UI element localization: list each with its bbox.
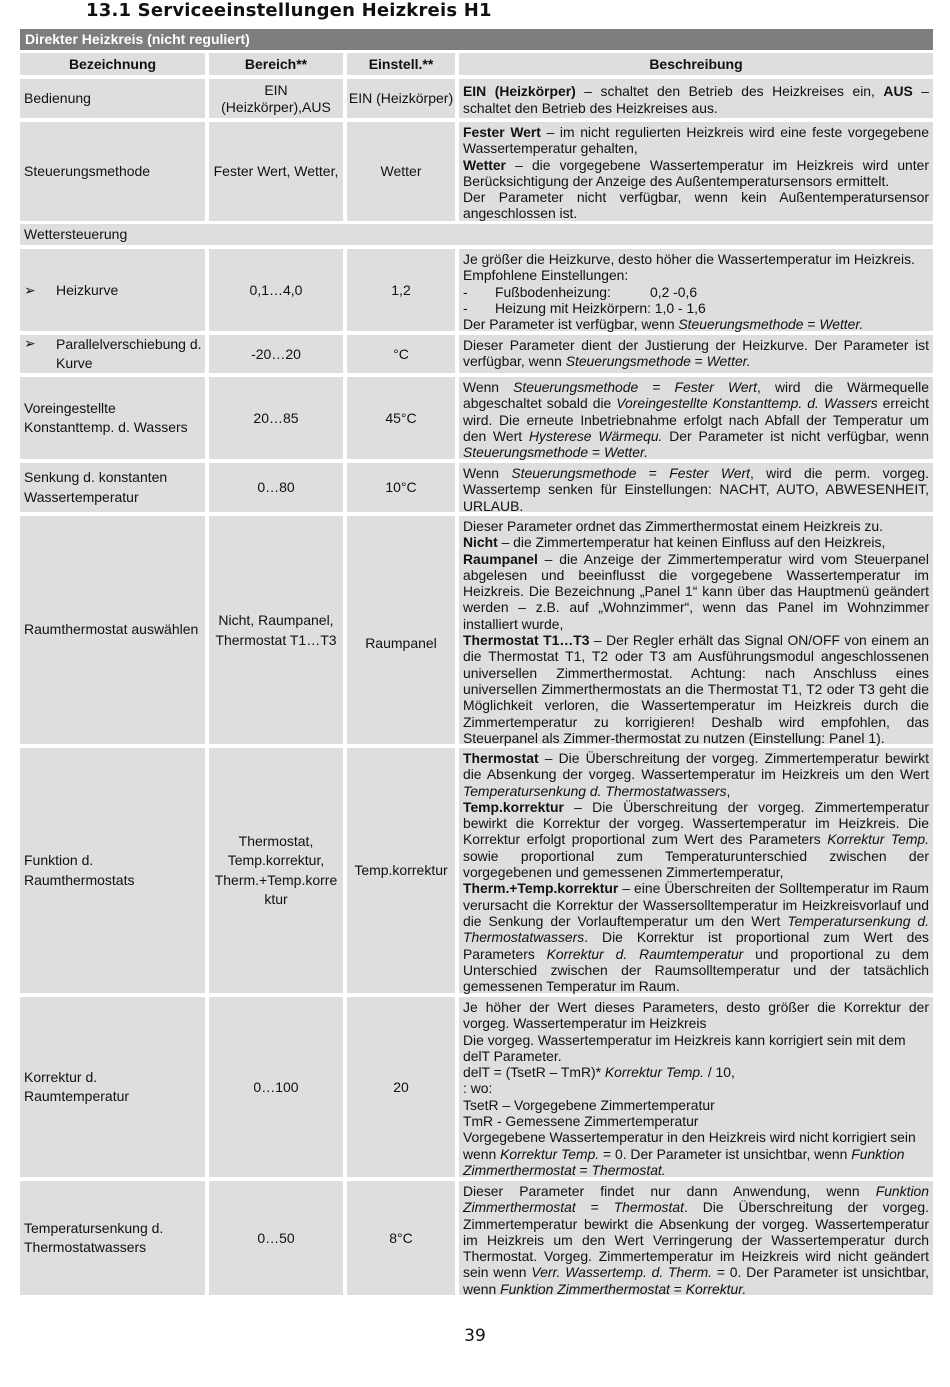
list-dash: - — [463, 299, 468, 316]
row-steuerung-setting — [347, 122, 455, 221]
desc-italic: Steuerungsmethode — [511, 465, 637, 481]
desc-italic: Korrektur Temp. — [500, 1145, 600, 1162]
desc-bold: EIN (Heizkörper) — [463, 83, 576, 100]
row-senkung-range — [209, 463, 343, 512]
row-bedienung-name — [20, 79, 205, 118]
row-heizkurve-setting — [347, 249, 455, 331]
row-parallel-desc — [459, 335, 933, 373]
desc-italic: Steuerungsmethode — [565, 353, 691, 370]
row-heizkurve-desc — [459, 249, 933, 331]
desc-text: – schaltet den Betrieb des Heizkreises ein, — [575, 83, 884, 100]
row-voreingestellt-name — [20, 377, 205, 459]
cell-text: Thermostat, Temp.korrektur, Therm.+Temp.korre ktur — [214, 832, 338, 907]
desc-text: = — [638, 379, 675, 395]
desc-text: Wenn — [463, 379, 514, 395]
desc-italic: Wetter. — [706, 353, 751, 370]
row-parallel-range — [209, 335, 343, 373]
cell-text: 0…100 — [253, 1078, 299, 1095]
desc-text: delT = (TsetR – TmR)* — [463, 1064, 605, 1081]
desc-italic: Funktion Zimmerthermostat — [463, 1145, 905, 1178]
cell-text: °C — [393, 345, 409, 362]
row-voreingestellt-range — [209, 377, 343, 459]
row-raumthermostat-name — [20, 516, 205, 744]
desc-italic: Korrektur Temp. — [827, 831, 930, 848]
desc-text: / 10, — [703, 1064, 735, 1081]
desc-italic: Voreingestellte Konstanttemp. d. Wassers — [616, 395, 878, 412]
section-header: Direkter Heizkreis (nicht reguliert) — [20, 29, 933, 50]
desc-text: sowie proportional zum Temperaturunterschied zwischen der vorgegebenen und gemessenen Zimmertemperatur, — [463, 847, 929, 881]
cell-text: 8°C — [389, 1229, 413, 1246]
desc-text: Der Parameter nicht verfügbar, wenn kein Außentemperatursensor angeschlossen ist. — [463, 189, 929, 222]
bullet-arrow-icon: ➢ — [24, 281, 36, 298]
desc-italic: Thermostat — [613, 1199, 684, 1216]
row-bedienung-setting — [347, 79, 455, 118]
desc-italic: Verr. Wassertemp. d. Therm. — [531, 1264, 713, 1281]
desc-text: Der Parameter ist verfügbar, wenn — [463, 316, 679, 333]
cell-text: Heizkurve — [56, 281, 119, 298]
desc-text: , — [726, 782, 731, 799]
cell-text: EIN (Heizkörper) — [348, 90, 454, 107]
row-tempsenkung-name — [20, 1181, 205, 1295]
cell-text: Wettersteuerung — [24, 226, 128, 243]
cell-text: Parallelverschiebung d. Kurve — [56, 336, 202, 371]
desc-bold: Thermostat T1…T3 — [463, 632, 590, 649]
cell-text: Temperatursenkung d. Thermostatwassers — [24, 1219, 164, 1255]
cell-text: Wetter — [380, 163, 422, 180]
desc-italic: Fester Wert — [674, 379, 758, 395]
desc-text: , wird die perm. vorgeg. Wassertemp senken für Einstellungen: NACHT, AUTO, ABWESENHEIT, URLAUB. — [463, 465, 929, 514]
cell-text: Raumthermostat auswählen — [24, 621, 199, 638]
desc-text: Je höher der Wert dieses Parameters, desto größer die Korrektur der vorgeg. Wassertemperatur im Heizkreis — [463, 999, 929, 1032]
cell-text: Funktion d. Raumthermostats — [24, 852, 135, 888]
row-tempsenkung-setting — [347, 1181, 455, 1295]
desc-text: = — [575, 1199, 614, 1216]
row-parallel-name — [20, 335, 205, 373]
desc-text: , wird die Wärmequelle abgeschaltet sobald die — [463, 379, 929, 412]
desc-italic: Wetter. — [603, 444, 648, 461]
row-korrektur-range — [209, 997, 343, 1177]
desc-bold: Wetter — [463, 156, 506, 173]
desc-text: 0,2 -0,6 — [650, 283, 698, 300]
desc-text: . Die Korrektur ist proportional zum Wert des Parameters — [463, 929, 929, 962]
desc-text: Dieser Parameter dient der Justierung der Heizkurve. Der Parameter ist verfügbar, wenn — [463, 337, 929, 370]
desc-text: – Die Überschreitung der vorgeg. Zimmertemperatur bewirkt die Absenkung der vorgeg. Wassertemperatur im Heizkreis um den Wert — [463, 750, 929, 783]
desc-bold: AUS — [883, 83, 913, 100]
cell-text: 20 — [393, 1078, 409, 1095]
desc-text: – Die Überschreitung der vorgeg. Zimmertemperatur bewirkt die Korrektur der vorgeg. Wassertemperatur im Heizkreis. Die Korrektur erfolgt proportional zum Wert des Parameters — [463, 798, 929, 848]
desc-text: Fußbodenheizung: — [495, 283, 611, 300]
row-tempsenkung-desc — [459, 1181, 933, 1295]
desc-text: – die Anzeige der Zimmertemperatur wird vom Steuerpanel abgelesen und beeinflusst die vorgegebene Wassertemperatur im Heizkreis. Die Bezeichnung „Panel 1“ kann über das Hauptmenü geändert werden – z.B. auf „Wohnzimmer“, wenn das Panel im Wohnzimmer installiert wurde, — [463, 550, 929, 632]
col-header-bereich: Bereich** — [209, 53, 343, 75]
subsection-wettersteuerung — [20, 224, 933, 245]
desc-text: = 0. Der Parameter ist unsichtbar, wenn — [599, 1145, 852, 1162]
desc-text: = — [690, 353, 707, 370]
cell-text: Senkung d. konstanten Wassertemperatur — [24, 469, 168, 505]
col-header-beschreibung: Beschreibung — [459, 53, 933, 75]
bullet-arrow-icon: ➢ — [24, 335, 36, 351]
desc-bold: Therm.+Temp.korrektur — [463, 880, 619, 897]
cell-text: 1,2 — [391, 281, 411, 298]
desc-text: = — [636, 465, 670, 481]
desc-bold: Temp.korrektur — [463, 798, 564, 815]
desc-text: = — [588, 444, 604, 461]
desc-text: – schaltet den Betrieb des Heizkreises aus. — [463, 83, 929, 116]
desc-text: Vorgegebene Wassertemperatur in den Heizkreis wird nicht korrigiert sein wenn — [463, 1129, 916, 1162]
row-senkung-desc — [459, 463, 933, 512]
row-heizkurve-range — [209, 249, 343, 331]
desc-italic: Steuerungsmethode — [513, 379, 639, 395]
row-voreingestellt-setting — [347, 377, 455, 459]
desc-text: – Der Regler erhält das Signal ON/OFF von einem an die Thermostat T1, T2 oder T3 am Ausführungsmodul angeschlossenen universellen Zimmerthermostat. Achtung: nach Anschluss eines universellen Zimmerthermostats an die Thermostat T1, T2 oder T3 geht die Möglichkeit verloren, die Wassertemperatur im Heizkreis durch die Zimmertemperatur zu korrigieren! Deshalb wird empfohlen, das Steuerpanel als Zimmer-thermostat zu nutzen (Einstellung: Panel 1). — [463, 632, 929, 746]
cell-text: Raumpanel — [365, 634, 437, 651]
row-voreingestellt-desc — [459, 377, 933, 459]
desc-text: – eine Überschreiten der Solltemperatur im Raum verursacht die Korrektur der Wassersolltemperatur im Heizkreisvorlauf und die Senkung der Vorlauftemperatur um den Wert — [463, 880, 929, 929]
desc-list-item — [463, 284, 929, 300]
row-bedienung-range — [209, 79, 343, 118]
row-korrektur-desc — [459, 997, 933, 1177]
col-header-bezeichnung: Bezeichnung — [20, 53, 205, 75]
desc-italic: Hysterese Wärmequ. — [528, 427, 663, 444]
desc-italic: Wetter. — [819, 316, 864, 333]
col-header-einstell: Einstell.** — [347, 53, 455, 75]
row-tempsenkung-range — [209, 1181, 343, 1295]
desc-text: – im nicht regulierten Heizkreis wird eine feste vorgegebene Wassertemperatur gehalten, — [463, 124, 929, 157]
row-funktion-setting — [347, 748, 455, 993]
desc-text: – die Zimmertemperatur hat keinen Einfluss auf den Heizkreis, — [497, 534, 886, 551]
cell-text: -20…20 — [251, 345, 301, 362]
desc-italic: Funktion Zimmerthermostat — [500, 1280, 670, 1297]
desc-list-item — [463, 300, 929, 316]
cell-text: EIN (Heizkörper),AUS — [221, 82, 331, 115]
desc-text: Je größer die Heizkurve, desto höher die Wassertemperatur im Heizkreis. — [463, 251, 915, 267]
row-raumthermostat-desc — [459, 516, 933, 744]
desc-text: erreicht wird. Die erneute Inbetriebnahme erfolgt nach Abfall der Temperatur um den Wert — [463, 395, 929, 444]
row-senkung-setting — [347, 463, 455, 512]
desc-italic: Steuerungsmethode — [463, 444, 589, 461]
desc-text: Wenn — [463, 465, 512, 481]
desc-text: Heizung mit Heizkörpern: 1,0 - 1,6 — [495, 299, 706, 316]
desc-italic: Steuerungsmethode — [678, 316, 804, 333]
desc-bold: Thermostat — [463, 750, 539, 766]
desc-italic: Funktion Zimmerthermostat — [463, 1183, 929, 1216]
row-bedienung-desc — [459, 79, 933, 118]
cell-text: Temp.korrektur — [354, 862, 448, 879]
row-steuerung-range — [209, 122, 343, 221]
row-senkung-name — [20, 463, 205, 512]
cell-text: Nicht, Raumpanel, Thermostat T1…T3 — [215, 612, 337, 648]
cell-text: 10°C — [385, 479, 417, 496]
desc-text: Die vorgeg. Wassertemperatur im Heizkreis kann korrigiert sein mit dem delT Parameter. — [463, 1031, 906, 1064]
cell-text: 0,1…4,0 — [249, 281, 303, 298]
row-raumthermostat-setting — [347, 516, 455, 744]
cell-text: 0…80 — [257, 479, 295, 496]
desc-italic: Fester Wert — [669, 465, 750, 481]
desc-text: – die vorgegebene Wassertemperatur im Heizkreis wird unter Berücksichtigung der Anzeige des Außentemperatursensors ermittelt. — [463, 156, 929, 189]
desc-text: = — [803, 316, 820, 333]
page-title: 13.1 Serviceeinstellungen Heizkreis H1 — [86, 0, 492, 21]
cell-text: Steuerungsmethode — [24, 163, 151, 180]
list-dash: - — [463, 283, 468, 300]
row-steuerung-name — [20, 122, 205, 221]
cell-text: 45°C — [385, 409, 417, 426]
desc-italic: Temperatursenkung d. Thermostatwassers — [463, 912, 930, 946]
desc-italic: Korrektur Temp. — [604, 1064, 704, 1081]
desc-italic: Korrektur. — [685, 1280, 747, 1297]
row-funktion-range — [209, 748, 343, 993]
desc-bold: Nicht — [463, 534, 498, 551]
row-heizkurve-name — [20, 249, 205, 331]
desc-bold: Raumpanel — [463, 550, 538, 567]
cell-text: Bedienung — [24, 90, 91, 107]
desc-text: = — [669, 1280, 686, 1297]
desc-text: Dieser Parameter findet nur dann Anwendung, wenn — [463, 1183, 876, 1199]
row-raumthermostat-range — [209, 516, 343, 744]
desc-text: TmR - Gemessene Zimmertemperatur — [463, 1113, 699, 1130]
desc-text: Dieser Parameter ordnet das Zimmerthermostat einem Heizkreis zu. — [463, 518, 883, 534]
row-korrektur-setting — [347, 997, 455, 1177]
row-parallel-setting — [347, 335, 455, 373]
desc-text: = 0. Der Parameter ist unsichtbar, wenn — [463, 1264, 929, 1297]
cell-text: Korrektur d. Raumtemperatur — [24, 1068, 130, 1104]
desc-text: Der Parameter ist nicht verfügbar, wenn — [662, 427, 929, 444]
cell-text: Fester Wert, Wetter, — [213, 163, 339, 180]
desc-italic: Thermostat. — [591, 1161, 666, 1178]
row-funktion-name — [20, 748, 205, 993]
desc-italic: Korrektur d. Raumtemperatur — [546, 945, 744, 962]
desc-text: TsetR – Vorgegebene Zimmertemperatur — [463, 1096, 715, 1113]
cell-text: 0…50 — [257, 1229, 295, 1246]
desc-text: . Die Überschreitung der vorgeg. Zimmertemperatur bewirkt die Absenkung der vorgeg. Wassertemperatur im Heizkreis um den Wert Verringerung der Wassertemperatur durch Thermostat. Vorgeg. Zimmertemperatur im Heizkreis wird nicht geändert sein wenn — [463, 1199, 929, 1281]
desc-text: und proportional zu dem Unterschied zwischen der Raumsolltemperatur und der tatsächlich gemessenen Temperatur im Raum. — [463, 945, 929, 995]
row-korrektur-name — [20, 997, 205, 1177]
desc-text: = — [575, 1161, 592, 1178]
row-funktion-desc — [459, 748, 933, 993]
desc-bold: Fester Wert — [463, 124, 541, 140]
cell-text: 20…85 — [253, 409, 299, 426]
page-number: 39 — [464, 1326, 486, 1346]
desc-italic: Temperatursenkung d. Thermostatwassers — [463, 782, 727, 799]
row-steuerung-desc — [459, 122, 933, 221]
desc-text: Empfohlene Einstellungen: — [463, 267, 629, 284]
cell-text: Voreingestellte Konstanttemp. d. Wassers — [24, 399, 188, 435]
desc-text: : wo: — [463, 1080, 493, 1097]
